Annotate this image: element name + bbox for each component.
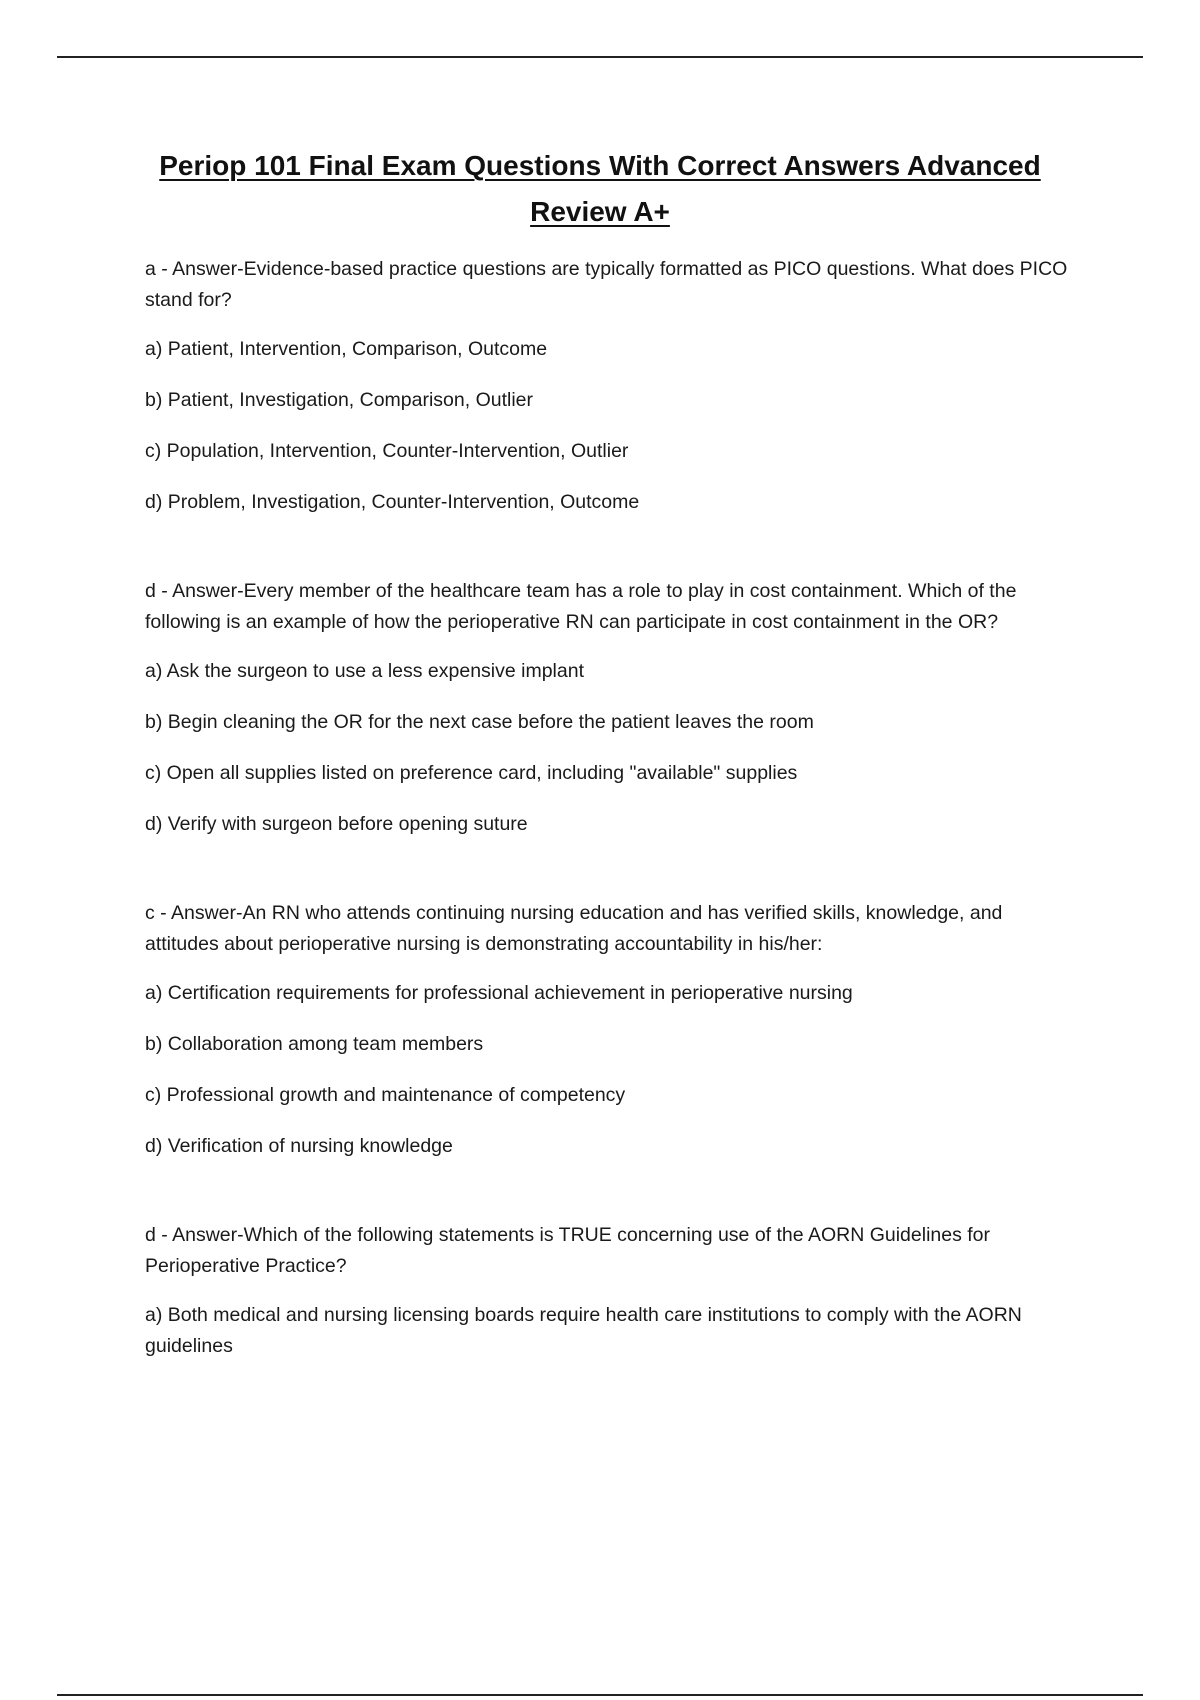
question-stem: c - Answer-An RN who attends continuing nursing education and has verified skills, knowledge, and attitudes about perioperative nursing is demonstrating accountability in his/her: bbox=[145, 902, 1003, 955]
answer-option: d) Verification of nursing knowledge bbox=[145, 1135, 453, 1157]
answer-option: d) Problem, Investigation, Counter-Intervention, Outcome bbox=[145, 491, 640, 513]
question-stem: a - Answer-Evidence-based practice questions are typically formatted as PICO questions. What does PICO stand for? bbox=[145, 258, 1068, 311]
footer-rule bbox=[57, 1694, 1143, 1696]
answer-option: d) Verify with surgeon before opening suture bbox=[145, 813, 528, 835]
question-stem: d - Answer-Every member of the healthcare team has a role to play in cost containment. Which of the following is an example of how the perioperative RN can participate in cost containment in the OR? bbox=[145, 580, 1017, 633]
answer-option: c) Population, Intervention, Counter-Intervention, Outlier bbox=[145, 440, 629, 462]
question-block bbox=[145, 254, 1075, 518]
answer-option: a) Patient, Intervention, Comparison, Outcome bbox=[145, 338, 548, 360]
answer-option: c) Professional growth and maintenance of competency bbox=[145, 1084, 626, 1106]
answer-option: b) Patient, Investigation, Comparison, Outlier bbox=[145, 389, 534, 411]
question-block bbox=[145, 898, 1075, 1162]
answer-option: a) Certification requirements for professional achievement in perioperative nursing bbox=[145, 982, 853, 1004]
answer-option: a) Both medical and nursing licensing boards require health care institutions to comply with the AORN guidelines bbox=[145, 1304, 1022, 1357]
question-stem: d - Answer-Which of the following statements is TRUE concerning use of the AORN Guidelines for Perioperative Practice? bbox=[145, 1224, 991, 1277]
question-block bbox=[145, 576, 1075, 840]
question-block bbox=[145, 1220, 1075, 1362]
document-title: Periop 101 Final Exam Questions With Correct Answers Advanced Review A+ bbox=[159, 150, 1041, 227]
answer-option: b) Collaboration among team members bbox=[145, 1033, 484, 1055]
answer-option: a) Ask the surgeon to use a less expensive implant bbox=[145, 660, 584, 682]
question-list bbox=[145, 254, 1075, 1393]
answer-option: b) Begin cleaning the OR for the next case before the patient leaves the room bbox=[145, 711, 814, 733]
answer-option: c) Open all supplies listed on preference card, including "available" supplies bbox=[145, 762, 798, 784]
header-rule bbox=[57, 56, 1143, 58]
